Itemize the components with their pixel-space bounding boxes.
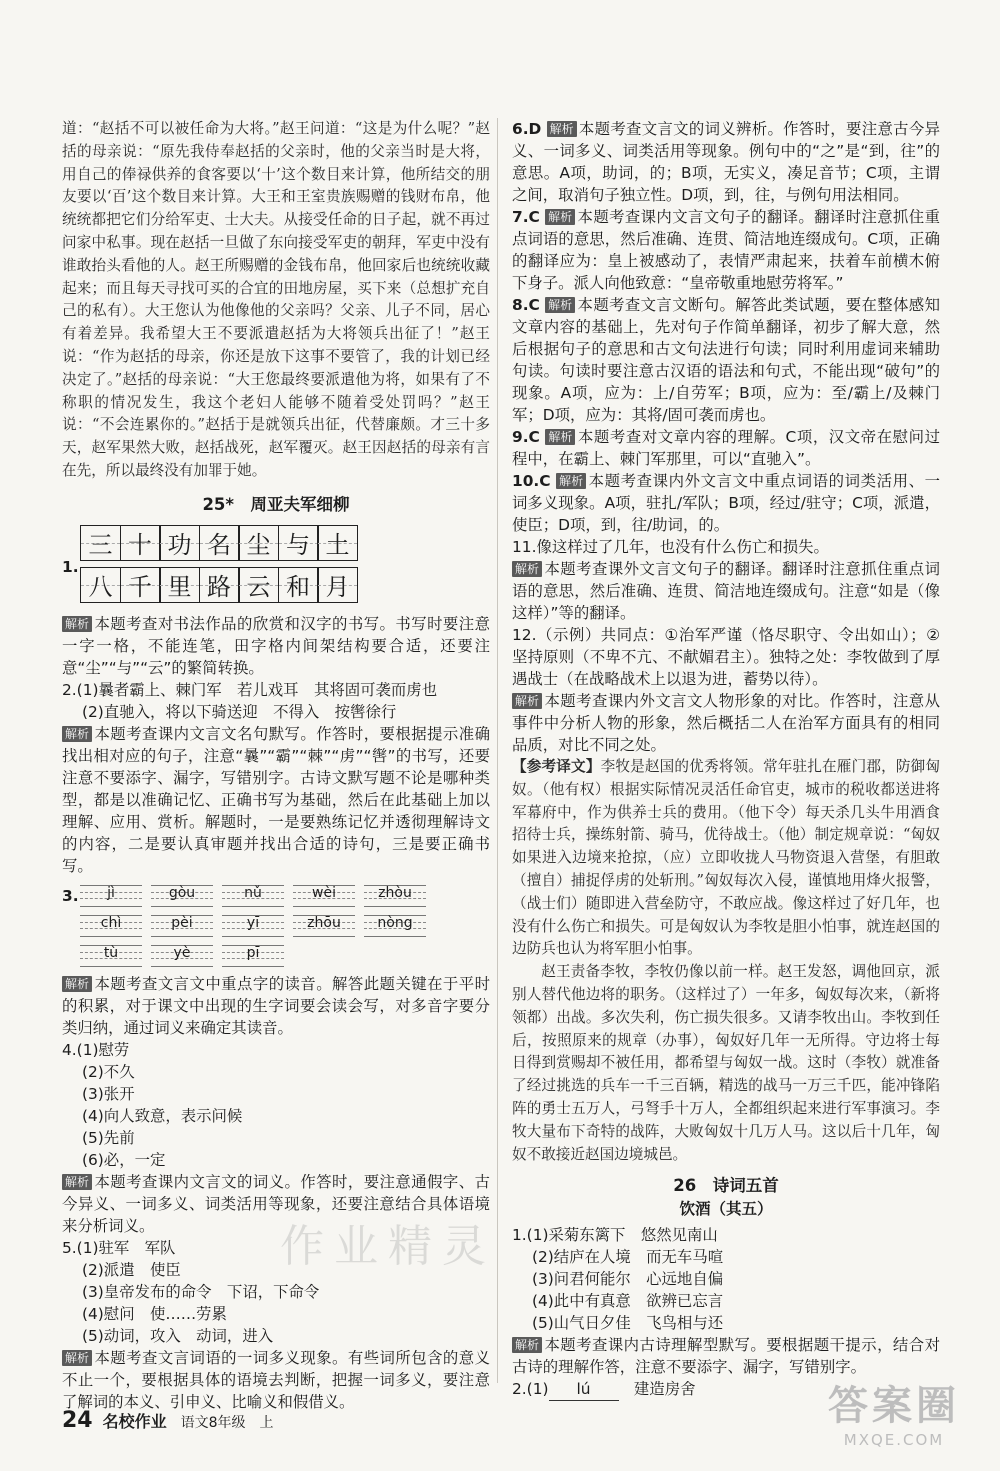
grid-cell: 名 [199,525,240,561]
question-number: 3. [62,886,79,905]
answer-q2-1: 2.(1)曩者霸上、棘门军 若儿戏耳 其将固可袭而虏也 [62,680,438,699]
analysis-tag: 解析 [545,429,575,445]
answer-q12: 12.（示例）共同点：①治军严谨（恪尽职守、令出如山）；②坚持原则（不卑不亢、不献媚君主）。独特之处：李牧做到了厚遇战士（在战略战术上以退为进，蓄势以待）。 [512,626,940,688]
grid-cell: 十 [120,525,161,561]
section-title-25: 25* 周亚夫军细柳 [202,494,350,514]
answer-q10: 10.C 解析 本题考查课内外文言文中重点词语的词类活用、一词多义现象。A项，驻扎/军队；B项，经过/驻守；C项，派遣，使臣；D项，到，往/助词，的。 [512,472,940,534]
answer-p2-1: 2.(1) lú 建造房舍 [512,1378,940,1401]
analysis-tag: 解析 [547,121,577,137]
analysis-tag: 解析 [512,693,542,709]
answer-q5-2: (2)派遣 使臣 [82,1260,181,1279]
grid-cell: 尘 [238,525,279,561]
answer-q2-2: (2)直驰入，将以下骑送迎 不得入 按辔徐行 [82,702,397,721]
analysis-q1: 解析 本题考查对书法作品的欣赏和汉字的书写。书写时要注意一字一格，不能连笔，田字格内间架结构要合适，还要注意“尘”“与”“云”的繁简转换。 [62,614,490,677]
answer-q4-2: (2)不久 [82,1062,135,1081]
pinyin-blank: wèi [293,883,355,909]
answer-q7: 7.C 解析 本题考查课内文言文句子的翻译。翻译时注意抓住重点词语的意思，然后准确、连贯、简洁地连缀成句。C项，正确的翻译应为：皇上被感动了，表情严肃起来，扶着车前横木俯下身子。派人向他致意：“皇帝敬重地慰劳将军。” [512,208,940,292]
answer-p1-1: 1.(1)采菊东篱下 悠然见南山 [512,1226,718,1245]
grid-row-2 [80,567,357,609]
grid-row-1 [80,525,357,567]
analysis-q5: 解析 本题考查文言词语的一词多义现象。有些词所包含的意义不止一个，要根据具体的语境去判断，把握一词多义，要注意了解词的本义、引申义、比喻义和假借义。 [62,1348,490,1411]
poem-title: 饮酒（其五） [679,1200,773,1219]
analysis-tag: 解析 [62,1174,92,1190]
pinyin-blank: pī [222,943,284,969]
answer-q9: 9.C 解析 本题考查对文章内容的理解。C项，汉文帝在慰问过程中，在霸上、棘门军那里，可以“直驰入”。 [512,428,940,468]
page-number: 24 [62,1408,93,1433]
calligraphy-answer [62,525,490,609]
answer-q5-1: 5.(1)驻军 军队 [62,1238,176,1257]
right-column [512,118,940,1401]
analysis-tag: 解析 [62,726,92,742]
pinyin-blank: yè [151,943,213,969]
pinyin-blank: yī [222,913,284,939]
pinyin-blank: pèi [151,913,213,939]
translation-paragraph: 道：“赵括不可以被任命为大将。”赵王问道：“这是为什么呢？”赵括的母亲说：“原先我侍奉赵括的父亲时，他的父亲当时是大将，用自己的俸禄供养的食客要以‘十’这个数目来计算，他所结交的朋友要以‘百’这个数目来计算。大王和王室贵族赐赠的钱财布帛，他统统都把它们分给军吏、士大夫。从接受任命的日子起，就不再过问家中私事。现在赵括一旦做了东向接受军吏的朝拜，军吏中没有谁敢抬头看他的人。赵王所赐赠的金钱布帛，他回家后也统统收藏起来；而且每天寻找可买的合宜的田地房屋，买下来（总想扩充自己的私有）。大王您认为他像他的父亲吗？父亲、儿子不同，居心有着差异。我希望大王不要派遣赵括为大将领兵出征了！”赵王说：“作为赵括的母亲，你还是放下这事不要管了，我的计划已经决定了。”赵括的母亲说：“大王您最终要派遣他为将，如果有了不称职的情况发生，我这个老妇人能够不随着受处罚吗？”赵王说：“不会连累你的。”赵括于是就领兵出征，代替廉颇。才三十多天，赵军果然大败，赵括战死，赵军覆灭。赵王因赵括的母亲有言在先，所以最终没有加罪于她。 [62,120,490,479]
pinyin-blank: jì [80,883,142,909]
analysis-tag: 解析 [556,473,586,489]
grid-cell: 路 [199,567,240,603]
analysis-tag: 解析 [512,1337,542,1353]
pinyin-blank: tù [80,943,142,969]
watermark-corner: 答案圈 MXQE.COM [828,1383,960,1449]
answer-q8: 8.C 解析 本题考查文言文断句。解答此类试题，要在整体感知文章内容的基础上，先对句子作简单翻译，初步了解大意，然后根据句子的意思和古文句法进行句读；同时利用虚词来辅助句读。句读时要注意古汉语的语法和句式，不能出现“破句”的现象。A项，应为：上/自劳军；B项，应为：至/霸上/及棘门军；D项，应为：其将/固可袭而虏也。 [512,296,940,424]
grid-cell: 里 [159,567,200,603]
pinyin-blank: chì [80,913,142,939]
analysis-q2: 解析 本题考查课内文言文名句默写。作答时，要根据提示准确找出相对应的句子，注意“曩”“霸”“棘”“虏”“辔”的书写，还要注意不要添字、漏字，写错别字。古诗文默写题不论是哪种类型，都是以准确记忆、正确书写为基础，然后在此基础上加以理解、应用、赏析。解题时，一是要熟练记忆并透彻理解诗文的内容，二是要认真审题并找出合适的诗句，三是要正确书写。 [62,724,490,875]
analysis-tag: 解析 [512,561,542,577]
pinyin-blank: lú [549,1378,619,1401]
grid-cell: 千 [120,567,161,603]
analysis-q12: 解析 本题考查课内外文言文人物形象的对比。作答时，注意从事件中分析人物的形象，然后概括二人在治军方面具有的相同品质，对比不同之处。 [512,692,940,754]
reference-translation: 【参考译文】李牧是赵国的优秀将领。常年驻扎在雁门郡，防御匈奴。（他有权）根据实际情况灵活任命官吏，城市的税收都送进将军幕府中，作为供养士兵的费用。（他下令）每天杀几头牛用酒食招待士兵，操练射箭、骑马，优待战士。（他）制定规章说：“匈奴如果进入边境来抢掠，（应）立即收拢人马物资退入营堡，有胆敢（擅自）捕捉俘虏的处斩刑。”匈奴每次入侵，谨慎地用烽火报警，（战士们）随即进入营垒防守，不敢应战。像这样过了好几年，也没有什么伤亡和损失。可是匈奴认为李牧是胆小怕事，就连赵国的边防兵也认为将军胆小怕事。 [512,758,940,958]
watermark-center: 作业精灵 [280,1221,496,1272]
analysis-tag: 解析 [545,297,575,313]
analysis-p1: 解析 本题考查课内古诗理解型默写。要根据题干提示，结合对古诗的理解作答，注意不要添字、漏字，写错别字。 [512,1336,940,1377]
reference-label: 【参考译文】 [512,759,601,775]
analysis-q4: 解析 本题考查课内文言文的词义。作答时，要注意通假字、古今异义、一词多义、词类活用等现象，还要注意结合具体语境来分析词义。 [62,1172,490,1235]
analysis-tag: 解析 [62,1350,92,1366]
grid-cell: 八 [80,567,121,603]
answer-q5-3: (3)皇帝发布的命令 下诏，下命令 [82,1282,320,1301]
pinyin-row-3 [80,943,490,969]
pinyin-blank: nòng [364,913,426,939]
analysis-q3: 解析 本题考查文言文中重点字的读音。解答此题关键在于平时的积累，对于课文中出现的生字词要会读会写，对多音字要分类归纳，通过词义来确定其读音。 [62,974,490,1037]
pinyin-blank: zhōu [293,913,355,939]
answer-p1-2: (2)结庐在人境 而无车马喧 [532,1248,724,1267]
tianzige-grid [80,525,357,609]
pinyin-blank: gòu [151,883,213,909]
pinyin-blank: zhòu [364,883,426,909]
grid-cell: 云 [238,567,279,603]
answer-p1-4: (4)此中有真意 欲辨已忘言 [532,1292,724,1311]
reference-translation-2: 赵王责备李牧，李牧仍像以前一样。赵王发怒，调他回京，派别人替代他边将的职务。（这样过了）一年多，匈奴每次来，（新将领都）出战。多次失利，伤亡损失很多。又请李牧出山。李牧到任后，按照原来的规章（办事），匈奴好几年一无所得。守边将士每日得到赏赐却不被任用，都希望与匈奴一战。这时（李牧）就准备了经过挑选的兵车一千三百辆，精选的战马一万三千匹，能冲锋陷阵的勇士五万人，弓弩手十万人，全都组织起来进行军事演习。李牧大量布下奇特的战阵，大败匈奴十几万人马。这以后十几年，匈奴不敢接近赵国边境城邑。 [512,963,940,1163]
pinyin-answer [62,883,490,969]
grid-cell: 和 [278,567,319,603]
answer-q4-5: (5)先前 [82,1128,135,1147]
book-title: 名校作业 [102,1412,167,1431]
analysis-tag: 解析 [545,209,575,225]
answer-q4-6: (6)必，一定 [82,1150,166,1169]
column-divider [497,118,498,1383]
answer-q4-1: 4.(1)慰劳 [62,1040,130,1059]
grid-cell: 三 [80,525,121,561]
pinyin-row-1 [80,883,490,909]
question-number: 1. [62,557,79,576]
answer-q11: 11.像这样过了几年，也没有什么伤亡和损失。 [512,538,829,556]
answer-q4-3: (3)张开 [82,1084,135,1103]
answer-p1-5: (5)山气日夕佳 飞鸟相与还 [532,1314,724,1333]
grid-cell: 月 [317,567,358,603]
answer-q5-5: (5)动词，攻入 动词，进入 [82,1326,274,1345]
analysis-q11: 解析 本题考查课外文言文句子的翻译。翻译时注意抓住重点词语的意思，然后准确、连贯、简洁地连缀成句。注意“如是（像这样）”等的翻译。 [512,560,940,622]
pinyin-row-2 [80,913,490,939]
answer-q4-4: (4)向人致意，表示问候 [82,1106,243,1125]
answer-p1-3: (3)问君何能尔 心远地自偏 [532,1270,724,1289]
analysis-tag: 解析 [62,616,92,632]
analysis-tag: 解析 [62,976,92,992]
subject-grade: 语文8年级 上 [180,1415,274,1431]
grid-cell: 功 [159,525,200,561]
section-title-26: 26 诗词五首 [673,1176,779,1196]
pinyin-blank: nǔ [222,883,284,909]
grid-cell: 与 [278,525,319,561]
answer-q6: 6.D 解析 本题考查文言文的词义辨析。作答时，要注意古今异义、一词多义、词类活用等现象。例句中的“之”是“到，往”的意思。A项，助词，的；B项，无实义，凑足音节；C项，主谓之间，取消句子独立性。D项，到，往，与例句用法相同。 [512,120,940,204]
grid-cell: 土 [317,525,358,561]
page-footer [62,1408,274,1433]
answer-q5-4: (4)慰问 使……劳累 [82,1304,227,1323]
